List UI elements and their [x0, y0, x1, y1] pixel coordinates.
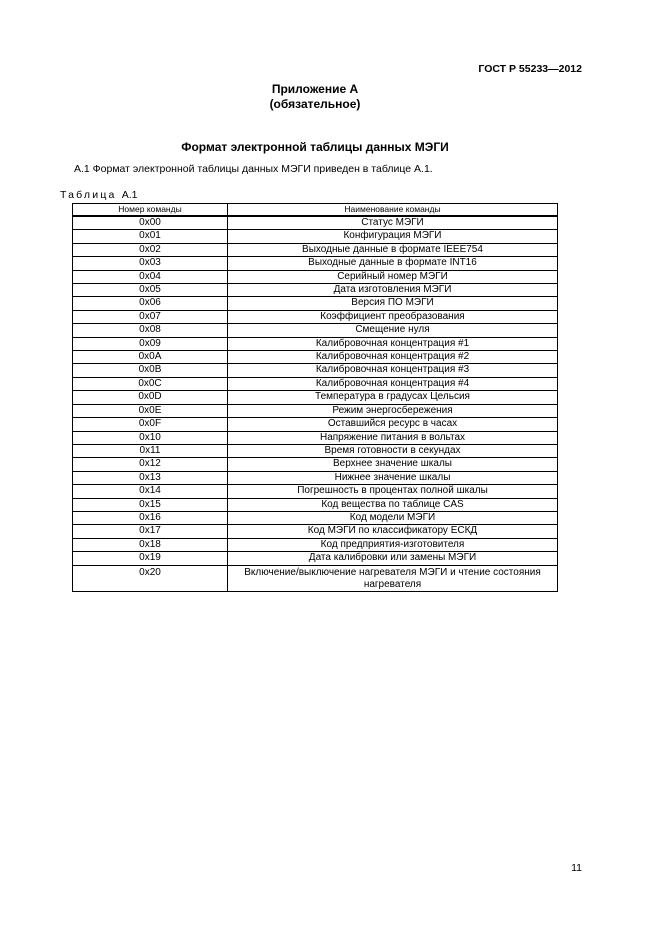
command-code-cell: 0x15 [73, 498, 228, 511]
table-row [73, 458, 558, 471]
command-name-cell: Напряжение питания в вольтах [228, 431, 558, 444]
command-code-cell: 0x13 [73, 471, 228, 484]
table-row [73, 337, 558, 350]
table-row [73, 391, 558, 404]
table-row [73, 511, 558, 524]
table-row [73, 485, 558, 498]
command-code-cell: 0x06 [73, 297, 228, 310]
command-code-cell: 0x07 [73, 310, 228, 323]
column-header-code: Номер команды [73, 204, 228, 217]
command-name-cell: Калибровочная концентрация #1 [228, 337, 558, 350]
command-code-cell: 0x16 [73, 511, 228, 524]
command-code-cell: 0x0C [73, 377, 228, 390]
table-row [73, 538, 558, 551]
table-caption-label: Таблица [60, 189, 117, 201]
command-name-cell: Нижнее значение шкалы [228, 471, 558, 484]
command-name-cell: Дата изготовления МЭГИ [228, 284, 558, 297]
command-code-cell: 0x14 [73, 485, 228, 498]
command-code-cell: 0x03 [73, 257, 228, 270]
command-code-cell: 0x12 [73, 458, 228, 471]
table-header-row [73, 204, 558, 217]
command-code-cell: 0x00 [73, 216, 228, 230]
command-code-cell: 0x09 [73, 337, 228, 350]
table-row [73, 297, 558, 310]
table-row [73, 364, 558, 377]
table-row [73, 418, 558, 431]
command-name-cell: Включение/выключение нагревателя МЭГИ и чтение состояния нагревателя [228, 565, 558, 592]
command-name-cell: Версия ПО МЭГИ [228, 297, 558, 310]
command-code-cell: 0x10 [73, 431, 228, 444]
command-name-cell: Код модели МЭГИ [228, 511, 558, 524]
table-caption-number: А.1 [121, 189, 138, 201]
table-row [73, 284, 558, 297]
table-row [73, 552, 558, 565]
command-name-cell: Оставшийся ресурс в часах [228, 418, 558, 431]
command-code-cell: 0x04 [73, 270, 228, 283]
command-code-cell: 0x0B [73, 364, 228, 377]
table-row [73, 216, 558, 230]
command-name-cell: Погрешность в процентах полной шкалы [228, 485, 558, 498]
command-name-cell: Дата калибровки или замены МЭГИ [228, 552, 558, 565]
command-code-cell: 0x02 [73, 243, 228, 256]
command-name-cell: Калибровочная концентрация #2 [228, 351, 558, 364]
table-row [73, 431, 558, 444]
table-caption [60, 189, 137, 201]
command-name-cell: Серийный номер МЭГИ [228, 270, 558, 283]
command-name-cell: Код предприятия-изготовителя [228, 538, 558, 551]
command-code-cell: 0x18 [73, 538, 228, 551]
command-code-cell: 0x08 [73, 324, 228, 337]
table-row [73, 230, 558, 243]
table-row [73, 377, 558, 390]
command-name-cell: Конфигурация МЭГИ [228, 230, 558, 243]
command-name-cell: Статус МЭГИ [228, 216, 558, 230]
table-row [73, 351, 558, 364]
command-name-cell: Время готовности в секундах [228, 444, 558, 457]
table-row [73, 257, 558, 270]
command-name-cell: Температура в градусах Цельсия [228, 391, 558, 404]
command-code-cell: 0x0D [73, 391, 228, 404]
command-name-cell: Выходные данные в формате INT16 [228, 257, 558, 270]
table-row [73, 324, 558, 337]
appendix-subtitle: (обязательное) [269, 97, 361, 111]
command-code-cell: 0x0E [73, 404, 228, 417]
command-code-cell: 0x17 [73, 525, 228, 538]
column-header-name: Наименование команды [228, 204, 558, 217]
command-name-cell: Код вещества по таблице CAS [228, 498, 558, 511]
command-name-cell: Выходные данные в формате IEEE754 [228, 243, 558, 256]
table-row [73, 498, 558, 511]
table-row [73, 404, 558, 417]
command-code-cell: 0x01 [73, 230, 228, 243]
command-name-cell: Калибровочная концентрация #4 [228, 377, 558, 390]
command-code-cell: 0x19 [73, 552, 228, 565]
command-name-cell: Смещение нуля [228, 324, 558, 337]
table-row [73, 243, 558, 256]
command-table [72, 203, 558, 592]
appendix-title: Приложение А [271, 82, 359, 96]
command-code-cell: 0x0A [73, 351, 228, 364]
command-code-cell: 0x05 [73, 284, 228, 297]
command-name-cell: Коэффициент преобразования [228, 310, 558, 323]
command-name-cell: Верхнее значение шкалы [228, 458, 558, 471]
command-name-cell: Режим энергосбережения [228, 404, 558, 417]
command-code-cell: 0x0F [73, 418, 228, 431]
command-name-cell: Код МЭГИ по классификатору ЕСКД [228, 525, 558, 538]
table-row [73, 310, 558, 323]
table-row [73, 270, 558, 283]
page-number: 11 [571, 862, 582, 874]
command-name-cell: Калибровочная концентрация #3 [228, 364, 558, 377]
command-code-cell: 0x20 [73, 565, 228, 592]
table-row [73, 525, 558, 538]
table-row [73, 444, 558, 457]
command-code-cell: 0x11 [73, 444, 228, 457]
section-title: Формат электронной таблицы данных МЭГИ [181, 140, 449, 154]
standard-number: ГОСТ Р 55233—2012 [478, 63, 582, 75]
intro-paragraph: А.1 Формат электронной таблицы данных МЭГИ приведен в таблице А.1. [74, 163, 433, 175]
table-row [73, 471, 558, 484]
table-row [73, 565, 558, 592]
